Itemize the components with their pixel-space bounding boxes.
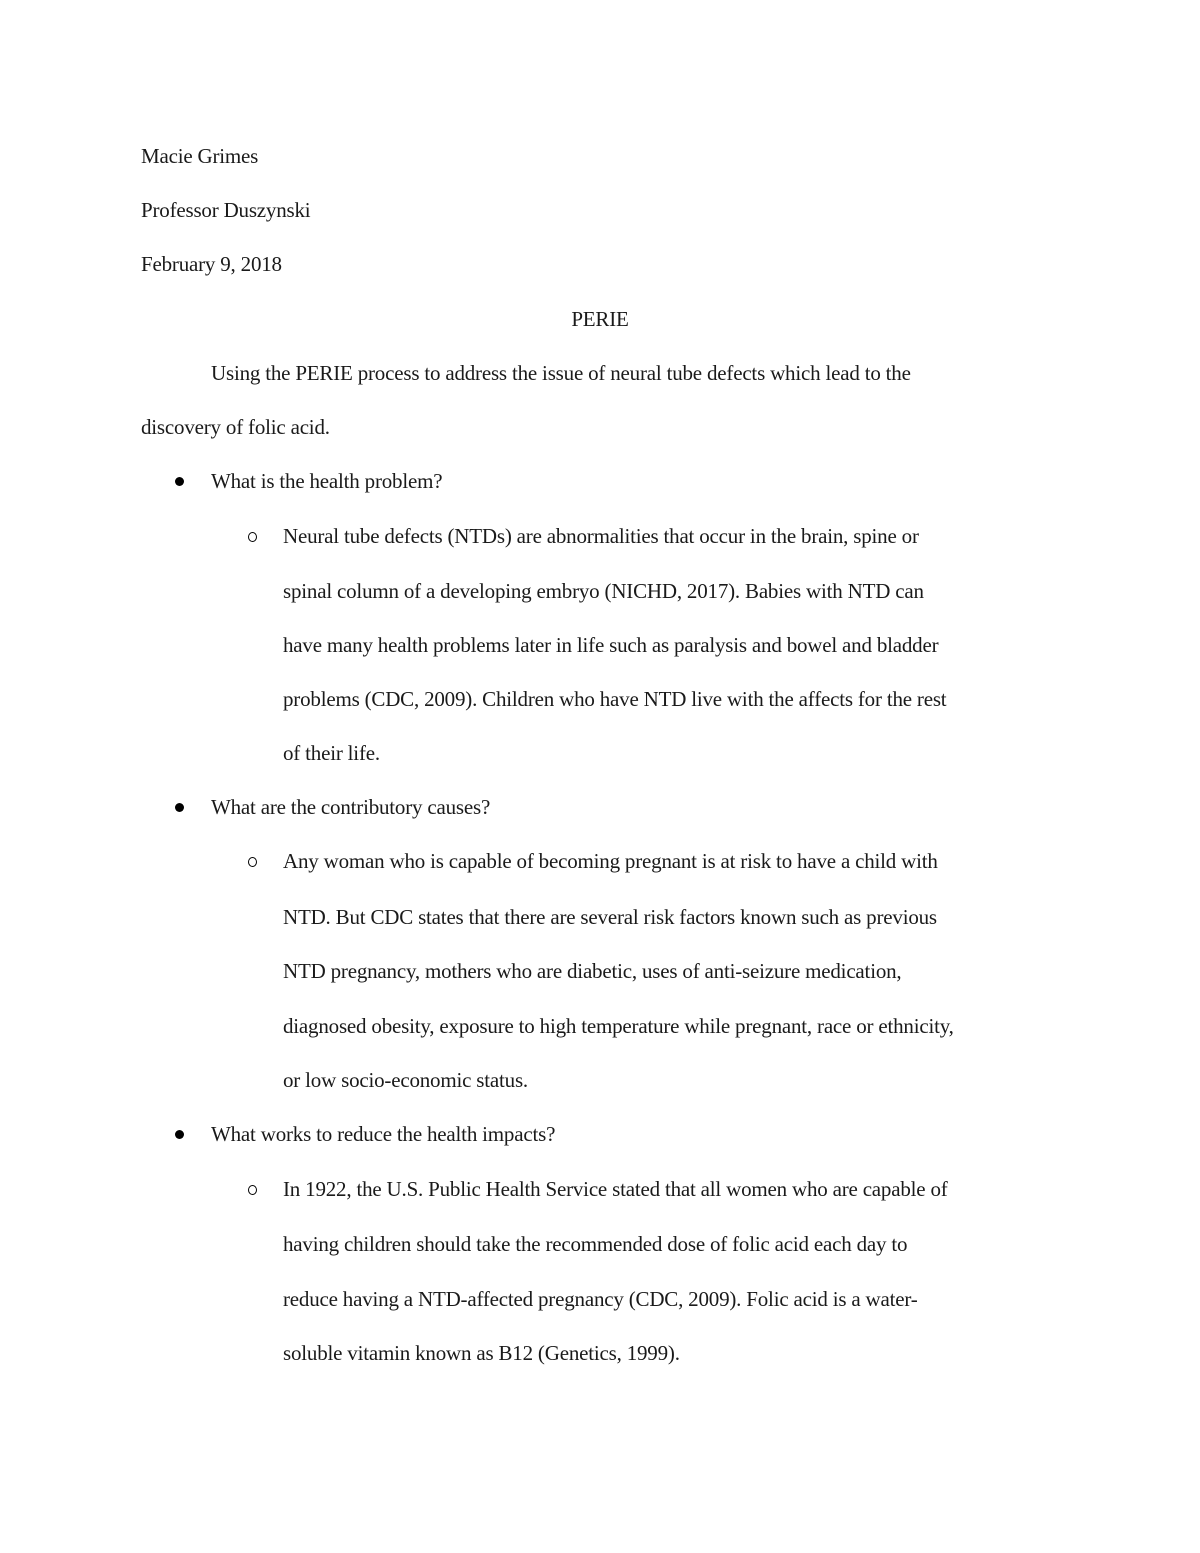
question-health-problem: What is the health problem?	[211, 469, 443, 493]
instructor-name: Professor Duszynski	[141, 198, 311, 222]
document-title: PERIE	[571, 307, 629, 331]
sub-bullet-icon	[248, 532, 257, 542]
answer-line: reduce having a NTD-affected pregnancy (CDC, 2009). Folic acid is a water-	[283, 1287, 918, 1311]
sub-bullet-icon	[248, 857, 257, 867]
answer-line: spinal column of a developing embryo (NICHD, 2017). Babies with NTD can	[283, 579, 924, 603]
answer-line: soluble vitamin known as B12 (Genetics, 1999).	[283, 1341, 680, 1365]
answer-line: having children should take the recommended dose of folic acid each day to	[283, 1232, 908, 1256]
answer-line: NTD pregnancy, mothers who are diabetic, uses of anti-seizure medication,	[283, 959, 902, 983]
answer-line: have many health problems later in life such as paralysis and bowel and bladder	[283, 633, 939, 657]
answer-line: of their life.	[283, 741, 380, 765]
question-reduce-impacts: What works to reduce the health impacts?	[211, 1122, 556, 1146]
answer-line: In 1922, the U.S. Public Health Service stated that all women who are capable of	[283, 1177, 948, 1201]
intro-line-2: discovery of folic acid.	[141, 415, 330, 439]
bullet-icon	[175, 803, 184, 812]
document-date: February 9, 2018	[141, 252, 282, 276]
author-name: Macie Grimes	[141, 144, 259, 168]
bullet-icon	[175, 477, 184, 486]
answer-line: or low socio-economic status.	[283, 1068, 528, 1092]
bullet-icon	[175, 1130, 184, 1139]
answer-line: diagnosed obesity, exposure to high temperature while pregnant, race or ethnicity,	[283, 1014, 954, 1038]
sub-bullet-icon	[248, 1185, 257, 1195]
answer-line: Neural tube defects (NTDs) are abnormalities that occur in the brain, spine or	[283, 524, 919, 548]
question-contributory-causes: What are the contributory causes?	[211, 795, 491, 819]
answer-line: Any woman who is capable of becoming pregnant is at risk to have a child with	[283, 849, 938, 873]
intro-line-1: Using the PERIE process to address the issue of neural tube defects which lead to the	[211, 361, 911, 385]
answer-line: problems (CDC, 2009). Children who have NTD live with the affects for the rest	[283, 687, 947, 711]
answer-line: NTD. But CDC states that there are several risk factors known such as previous	[283, 905, 937, 929]
